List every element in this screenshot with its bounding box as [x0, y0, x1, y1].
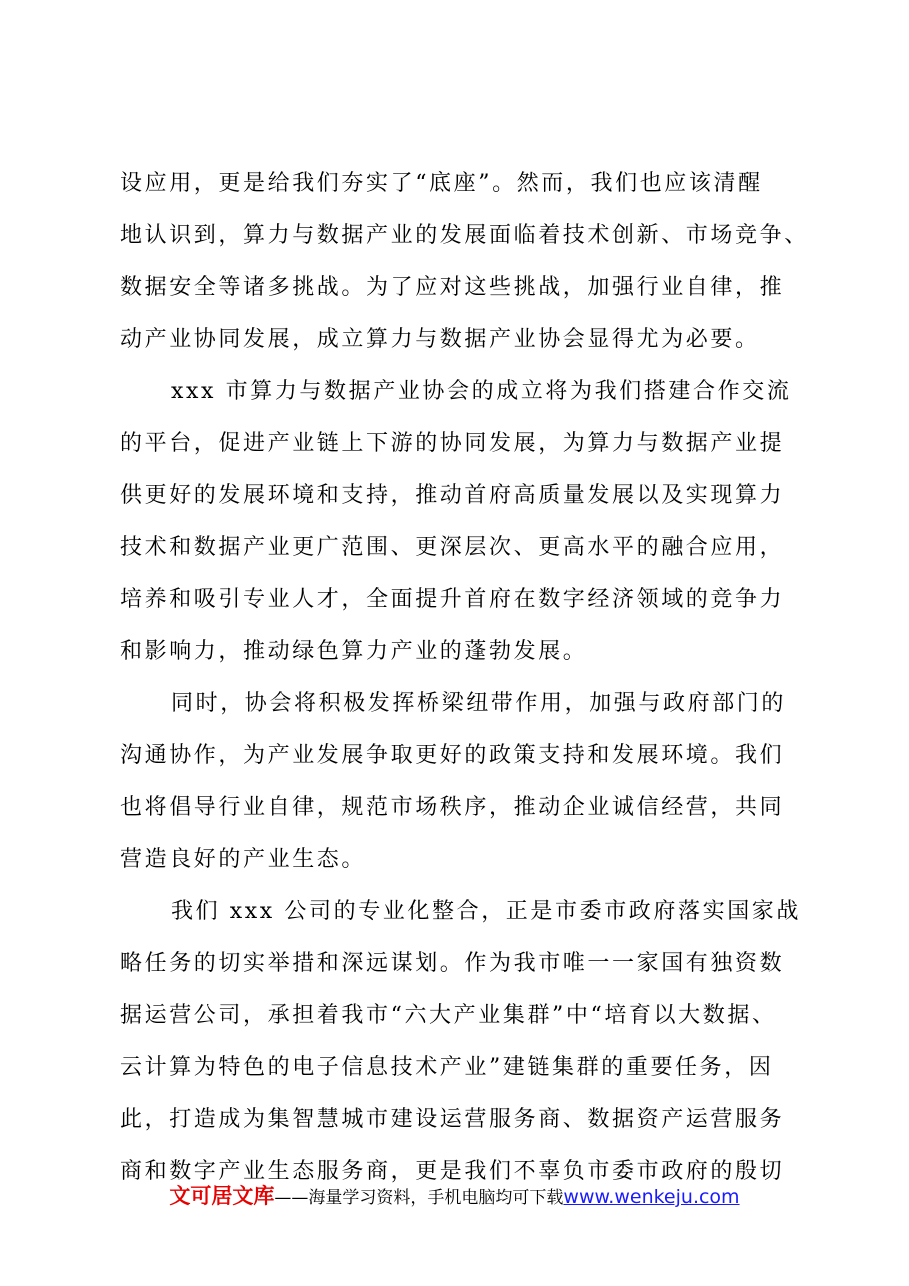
text-line-8: 技术和数据产业更广范围、更深层次、更高水平的融合应用， [120, 535, 785, 560]
text-line-15: 我们 xxx 公司的专业化整合，正是市委市政府落实国家战 [171, 899, 802, 924]
text-line-1: 设应用，更是给我们夯实了“底座”。然而，我们也应该清醒 [120, 171, 763, 196]
text-line-7: 供更好的发展环境和支持，推动首府高质量发展以及实现算力 [120, 483, 785, 508]
text-line-16: 略任务的切实举措和深远谋划。作为我市唯一一家国有独资数 [120, 951, 785, 976]
text-line-5: xxx 市算力与数据产业协会的成立将为我们搭建合作交流 [171, 379, 792, 404]
text-line-13: 也将倡导行业自律，规范市场秩序，推动企业诚信经营，共同 [120, 795, 785, 820]
text-line-12: 沟通协作，为产业发展争取更好的政策支持和发展环境。我们 [120, 743, 785, 768]
text-line-11: 同时，协会将积极发挥桥梁纽带作用，加强与政府部门的 [171, 691, 787, 716]
text-line-9: 培养和吸引专业人才，全面提升首府在数字经济领域的竞争力 [120, 587, 785, 612]
text-line-3: 数据安全等诸多挑战。为了应对这些挑战，加强行业自律，推 [120, 275, 785, 300]
text-line-4: 动产业协同发展，成立算力与数据产业协会显得尤为必要。 [120, 327, 760, 352]
document-body [120, 158, 809, 1198]
text-line-10: 和影响力，推动绿色算力产业的蓬勃发展。 [120, 639, 588, 664]
footer-tagline: ——海量学习资料，手机电脑均可下载 [274, 1188, 564, 1208]
text-line-6: 的平台，促进产业链上下游的协同发展，为算力与数据产业提 [120, 431, 785, 456]
text-line-19: 此，打造成为集智慧城市建设运营服务商、数据资产运营服务 [120, 1107, 785, 1132]
website-link[interactable]: www.wenkeju.com [563, 1186, 740, 1208]
text-line-2: 地认识到，算力与数据产业的发展面临着技术创新、市场竞争、 [120, 223, 809, 248]
brand-name: 文可居文库 [169, 1184, 275, 1208]
text-line-20: 商和数字产业生态服务商，更是我们不辜负市委市政府的殷切 [120, 1159, 785, 1184]
text-line-18: 云计算为特色的电子信息技术产业”建链集群的重要任务，因 [120, 1055, 774, 1080]
text-line-14: 营造良好的产业生态。 [120, 847, 367, 872]
text-line-17: 据运营公司，承担着我市“六大产业集群”中“培育以大数据、 [120, 1003, 777, 1028]
footer-banner [0, 1180, 909, 1214]
